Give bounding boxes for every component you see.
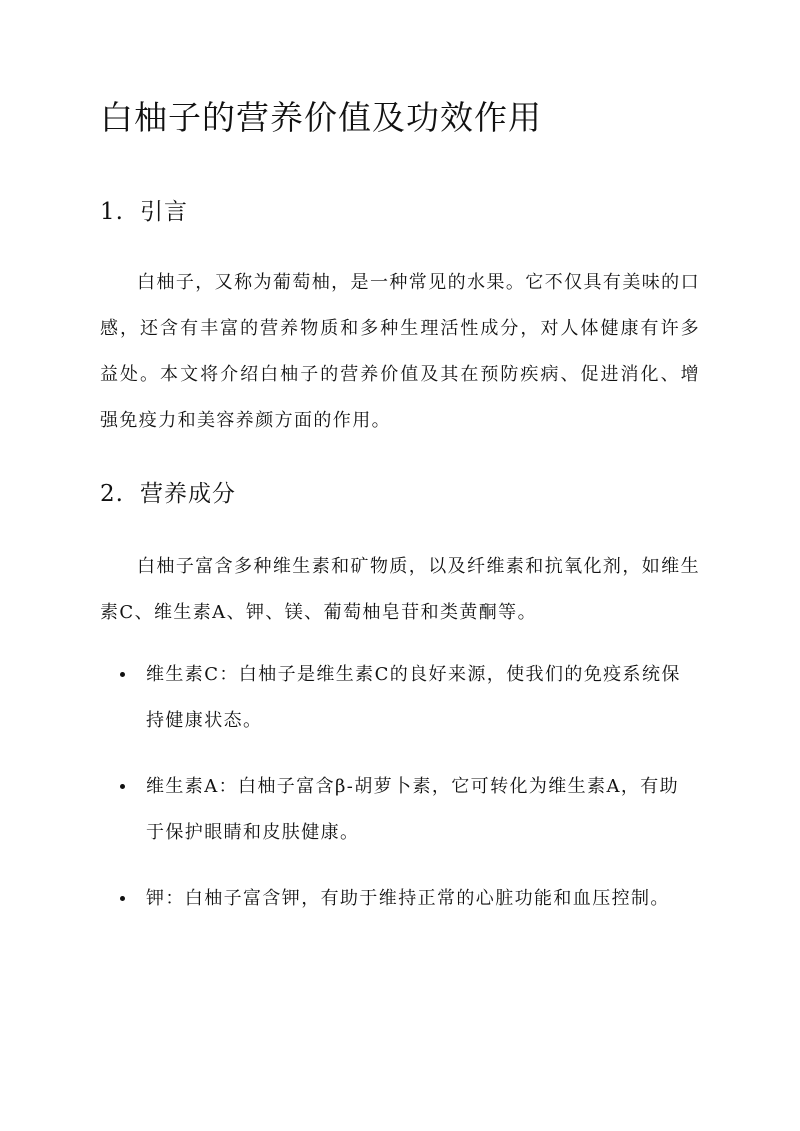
section-heading-text: 营养成分 [139, 481, 236, 507]
section-number: 1. [100, 199, 124, 225]
nutrient-list [100, 652, 700, 942]
bullet-icon [120, 672, 125, 677]
list-item-text: 维生素C：白柚子是维生素C的良好来源，使我们的免疫系统保持健康状态。 [146, 664, 681, 731]
nutrients-paragraph: 白柚子富含多种维生素和矿物质，以及纤维素和抗氧化剂，如维生素C、维生素A、钾、镁、葡萄柚皂苷和类黄酮等。 [100, 556, 700, 623]
document-title: 白柚子的营养价值及功效作用 [100, 98, 542, 137]
list-item-text: 维生素A：白柚子富含β-胡萝卜素，它可转化为维生素A，有助于保护眼睛和皮肤健康。 [146, 776, 680, 843]
list-item [100, 764, 694, 856]
list-item [100, 876, 694, 922]
list-item-text: 钾：白柚子富含钾，有助于维持正常的心脏功能和血压控制。 [146, 888, 670, 909]
bullet-icon [120, 784, 125, 789]
bullet-icon [120, 896, 125, 901]
section-heading-nutrients [100, 476, 236, 512]
section-heading-intro [100, 194, 188, 230]
section-number: 2. [100, 481, 124, 507]
intro-paragraph: 白柚子，又称为葡萄柚，是一种常见的水果。它不仅具有美味的口感，还含有丰富的营养物质和多种生理活性成分，对人体健康有许多益处。本文将介绍白柚子的营养价值及其在预防疾病、促进消化、增强免疫力和美容养颜方面的作用。 [100, 272, 700, 431]
section-heading-text: 引言 [139, 199, 188, 225]
list-item [100, 652, 694, 744]
